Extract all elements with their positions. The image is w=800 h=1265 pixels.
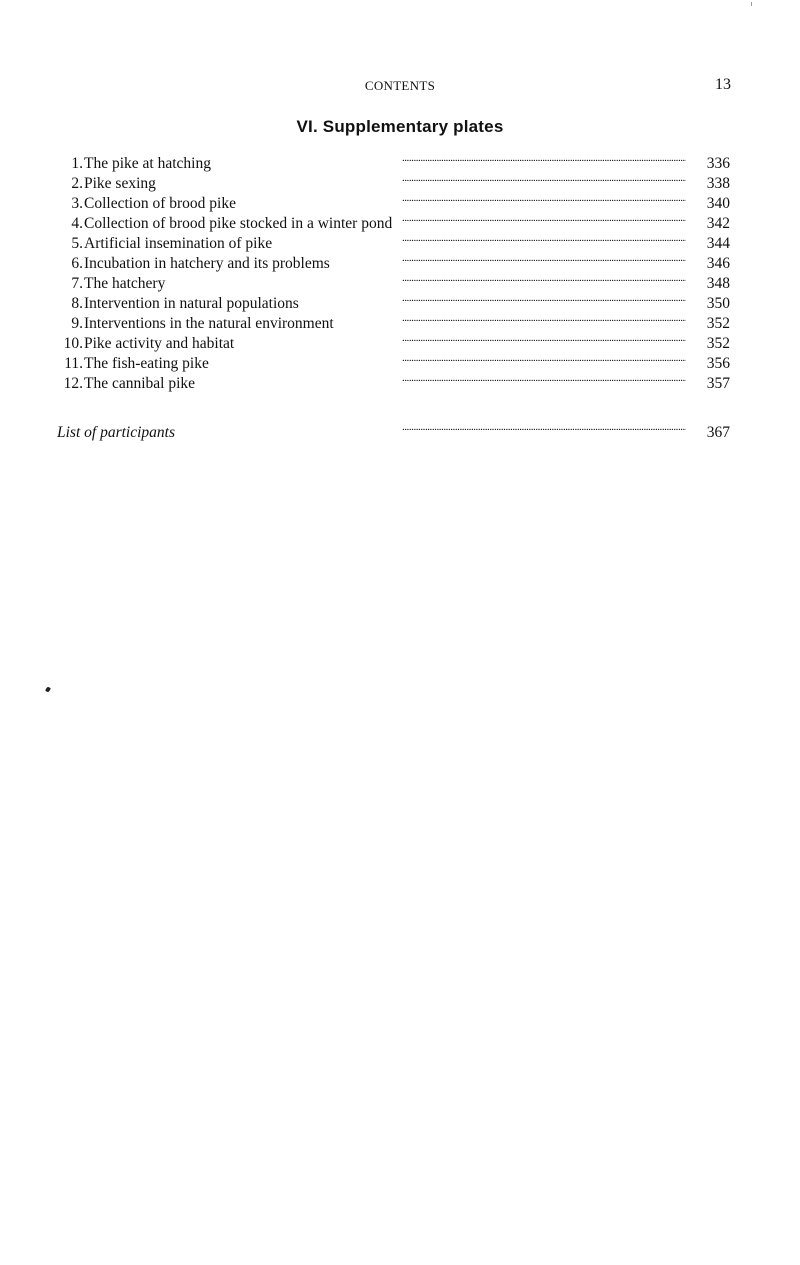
entry-page: 367 — [706, 424, 730, 441]
entry-title: Collection of brood pike — [84, 195, 236, 212]
dot-leader — [336, 308, 686, 328]
toc-entry — [57, 168, 730, 192]
entry-number: 6. — [71, 255, 83, 272]
entry-number: 1. — [71, 155, 83, 172]
dot-leader — [332, 248, 686, 268]
dot-leader — [158, 168, 686, 188]
entry-number: 8. — [71, 295, 83, 312]
toc-entry — [57, 188, 730, 212]
entry-page: 352 — [706, 335, 730, 352]
entry-page: 346 — [706, 255, 730, 272]
entry-page: 348 — [706, 275, 730, 292]
scan-mark — [751, 2, 752, 6]
entry-number: 2. — [71, 175, 83, 192]
entry-page: 356 — [706, 355, 730, 372]
toc-entry-appendix — [57, 417, 730, 441]
dot-leader — [213, 148, 686, 168]
page-number: 13 — [715, 76, 731, 93]
entry-number: 10. — [63, 335, 83, 352]
entry-number: 4. — [71, 215, 83, 232]
entry-page: 340 — [706, 195, 730, 212]
dot-leader — [211, 348, 686, 368]
table-of-contents — [57, 148, 730, 441]
entry-title: Artificial insemination of pike — [84, 235, 273, 252]
dot-leader — [236, 328, 686, 348]
entry-title: The fish-eating pike — [84, 355, 209, 372]
entry-title: The hatchery — [84, 275, 166, 292]
dot-leader — [394, 208, 686, 228]
entry-title: Pike activity and habitat — [84, 335, 235, 352]
entry-title: Intervention in natural populations — [84, 295, 299, 312]
entry-page: 344 — [706, 235, 730, 252]
entry-number: 9. — [71, 315, 83, 332]
entry-page: 350 — [706, 295, 730, 312]
dot-leader — [238, 188, 686, 208]
running-title: CONTENTS — [364, 78, 436, 93]
dot-leader — [301, 288, 686, 308]
section-heading: VI. Supplementary plates — [296, 117, 504, 136]
dot-leader — [167, 268, 686, 288]
entry-page: 342 — [706, 215, 730, 232]
entry-title: Interventions in the natural environment — [84, 315, 334, 332]
toc-entry — [57, 148, 730, 172]
entry-page: 336 — [706, 155, 730, 172]
entry-number: 5. — [71, 235, 83, 252]
entry-page: 352 — [706, 315, 730, 332]
entry-title: Incubation in hatchery and its problems — [84, 255, 330, 272]
entry-title: Pike sexing — [84, 175, 156, 192]
entry-title: The pike at hatching — [84, 155, 211, 172]
running-head — [0, 76, 800, 96]
dot-leader — [274, 228, 686, 248]
ink-speck — [45, 686, 51, 692]
dot-leader — [197, 368, 686, 388]
entry-page: 357 — [706, 375, 730, 392]
entry-title: Collection of brood pike stocked in a winter pond — [84, 215, 393, 232]
entry-number: 3. — [71, 195, 83, 212]
entry-page: 338 — [706, 175, 730, 192]
entry-number: 12. — [63, 375, 83, 392]
entry-title: The cannibal pike — [84, 375, 196, 392]
entry-number: 11. — [64, 355, 83, 372]
entry-title: List of participants — [57, 424, 175, 441]
dot-leader — [177, 417, 686, 437]
entry-number: 7. — [71, 275, 83, 292]
